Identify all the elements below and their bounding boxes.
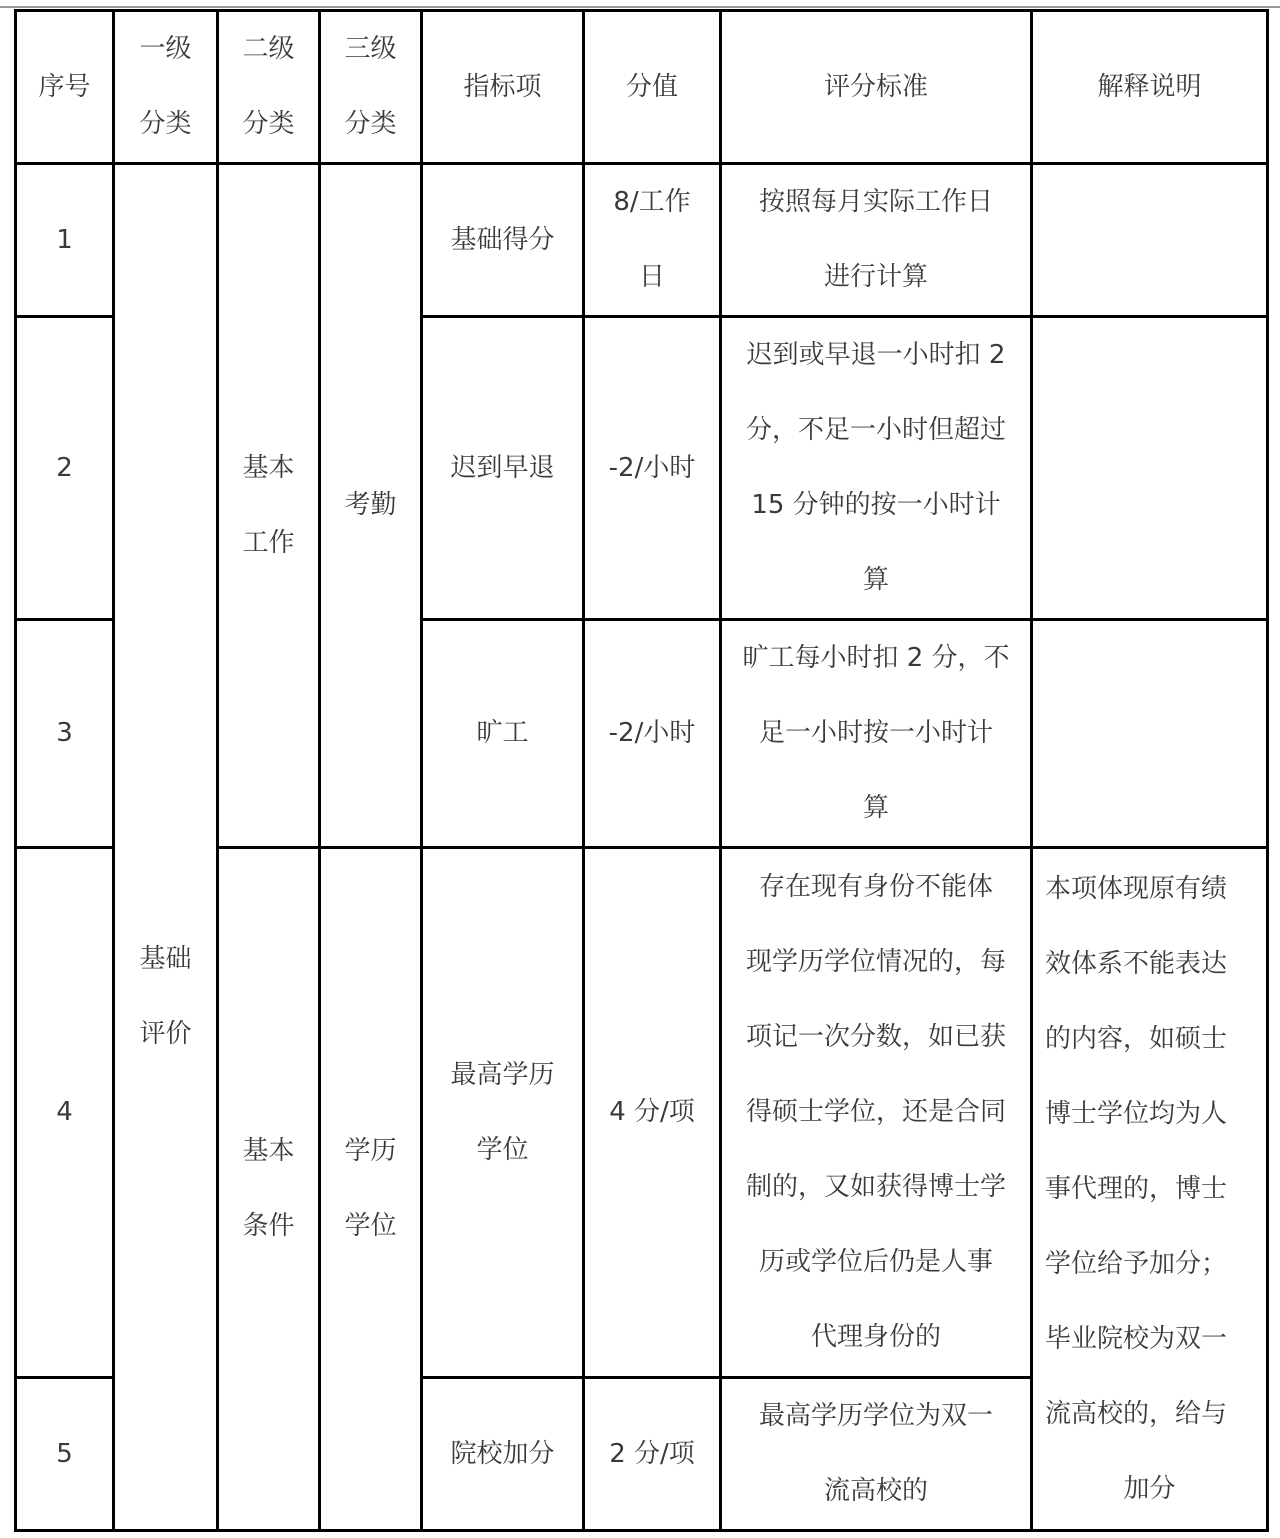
score-cell: 2 分/项 xyxy=(584,1378,721,1531)
indicator-cell: 最高学历 学位 xyxy=(422,848,584,1378)
header-level1: 一级 分类 xyxy=(114,11,218,164)
explanation-cell xyxy=(1032,317,1268,620)
header-row xyxy=(16,11,1268,164)
score-cell: -2/小时 xyxy=(584,317,721,620)
seq-cell: 1 xyxy=(16,164,114,317)
indicator-cell: 基础得分 xyxy=(422,164,584,317)
explanation-cell xyxy=(1032,164,1268,317)
explanation-cell: 本项体现原有绩 效体系不能表达 的内容，如硕士 博士学位均为人 事代理的，博士 学位给予加分； 毕业院校为双一 流高校的，给与 加分 xyxy=(1032,848,1268,1531)
seq-cell: 2 xyxy=(16,317,114,620)
seq-cell: 3 xyxy=(16,620,114,848)
header-seq: 序号 xyxy=(16,11,114,164)
seq-cell: 5 xyxy=(16,1378,114,1531)
seq-cell: 4 xyxy=(16,848,114,1378)
indicator-cell: 迟到早退 xyxy=(422,317,584,620)
criteria-cell: 旷工每小时扣 2 分，不 足一小时按一小时计 算 xyxy=(721,620,1032,848)
explanation-cell xyxy=(1032,620,1268,848)
level2-cell: 基本 条件 xyxy=(218,848,320,1531)
criteria-cell: 存在现有身份不能体 现学历学位情况的，每 项记一次分数，如已获 得硕士学位，还是合同 制的，又如获得博士学 历或学位后仍是人事 代理身份的 xyxy=(721,848,1032,1378)
criteria-cell: 最高学历学位为双一 流高校的 xyxy=(721,1378,1032,1531)
top-divider xyxy=(0,6,1280,8)
score-cell: 8/工作 日 xyxy=(584,164,721,317)
indicator-cell: 旷工 xyxy=(422,620,584,848)
header-criteria: 评分标准 xyxy=(721,11,1032,164)
header-level2: 二级 分类 xyxy=(218,11,320,164)
level3-cell: 考勤 xyxy=(320,164,422,848)
criteria-cell: 按照每月实际工作日 进行计算 xyxy=(721,164,1032,317)
level2-cell: 基本 工作 xyxy=(218,164,320,848)
scoring-table xyxy=(14,9,1269,1532)
header-score: 分值 xyxy=(584,11,721,164)
score-cell: 4 分/项 xyxy=(584,848,721,1378)
indicator-cell: 院校加分 xyxy=(422,1378,584,1531)
level1-cell: 基础 评价 xyxy=(114,164,218,1531)
header-level3: 三级 分类 xyxy=(320,11,422,164)
header-explanation: 解释说明 xyxy=(1032,11,1268,164)
score-cell: -2/小时 xyxy=(584,620,721,848)
criteria-cell: 迟到或早退一小时扣 2 分，不足一小时但超过 15 分钟的按一小时计 算 xyxy=(721,317,1032,620)
header-indicator: 指标项 xyxy=(422,11,584,164)
level3-cell: 学历 学位 xyxy=(320,848,422,1531)
table-row xyxy=(16,164,1268,317)
